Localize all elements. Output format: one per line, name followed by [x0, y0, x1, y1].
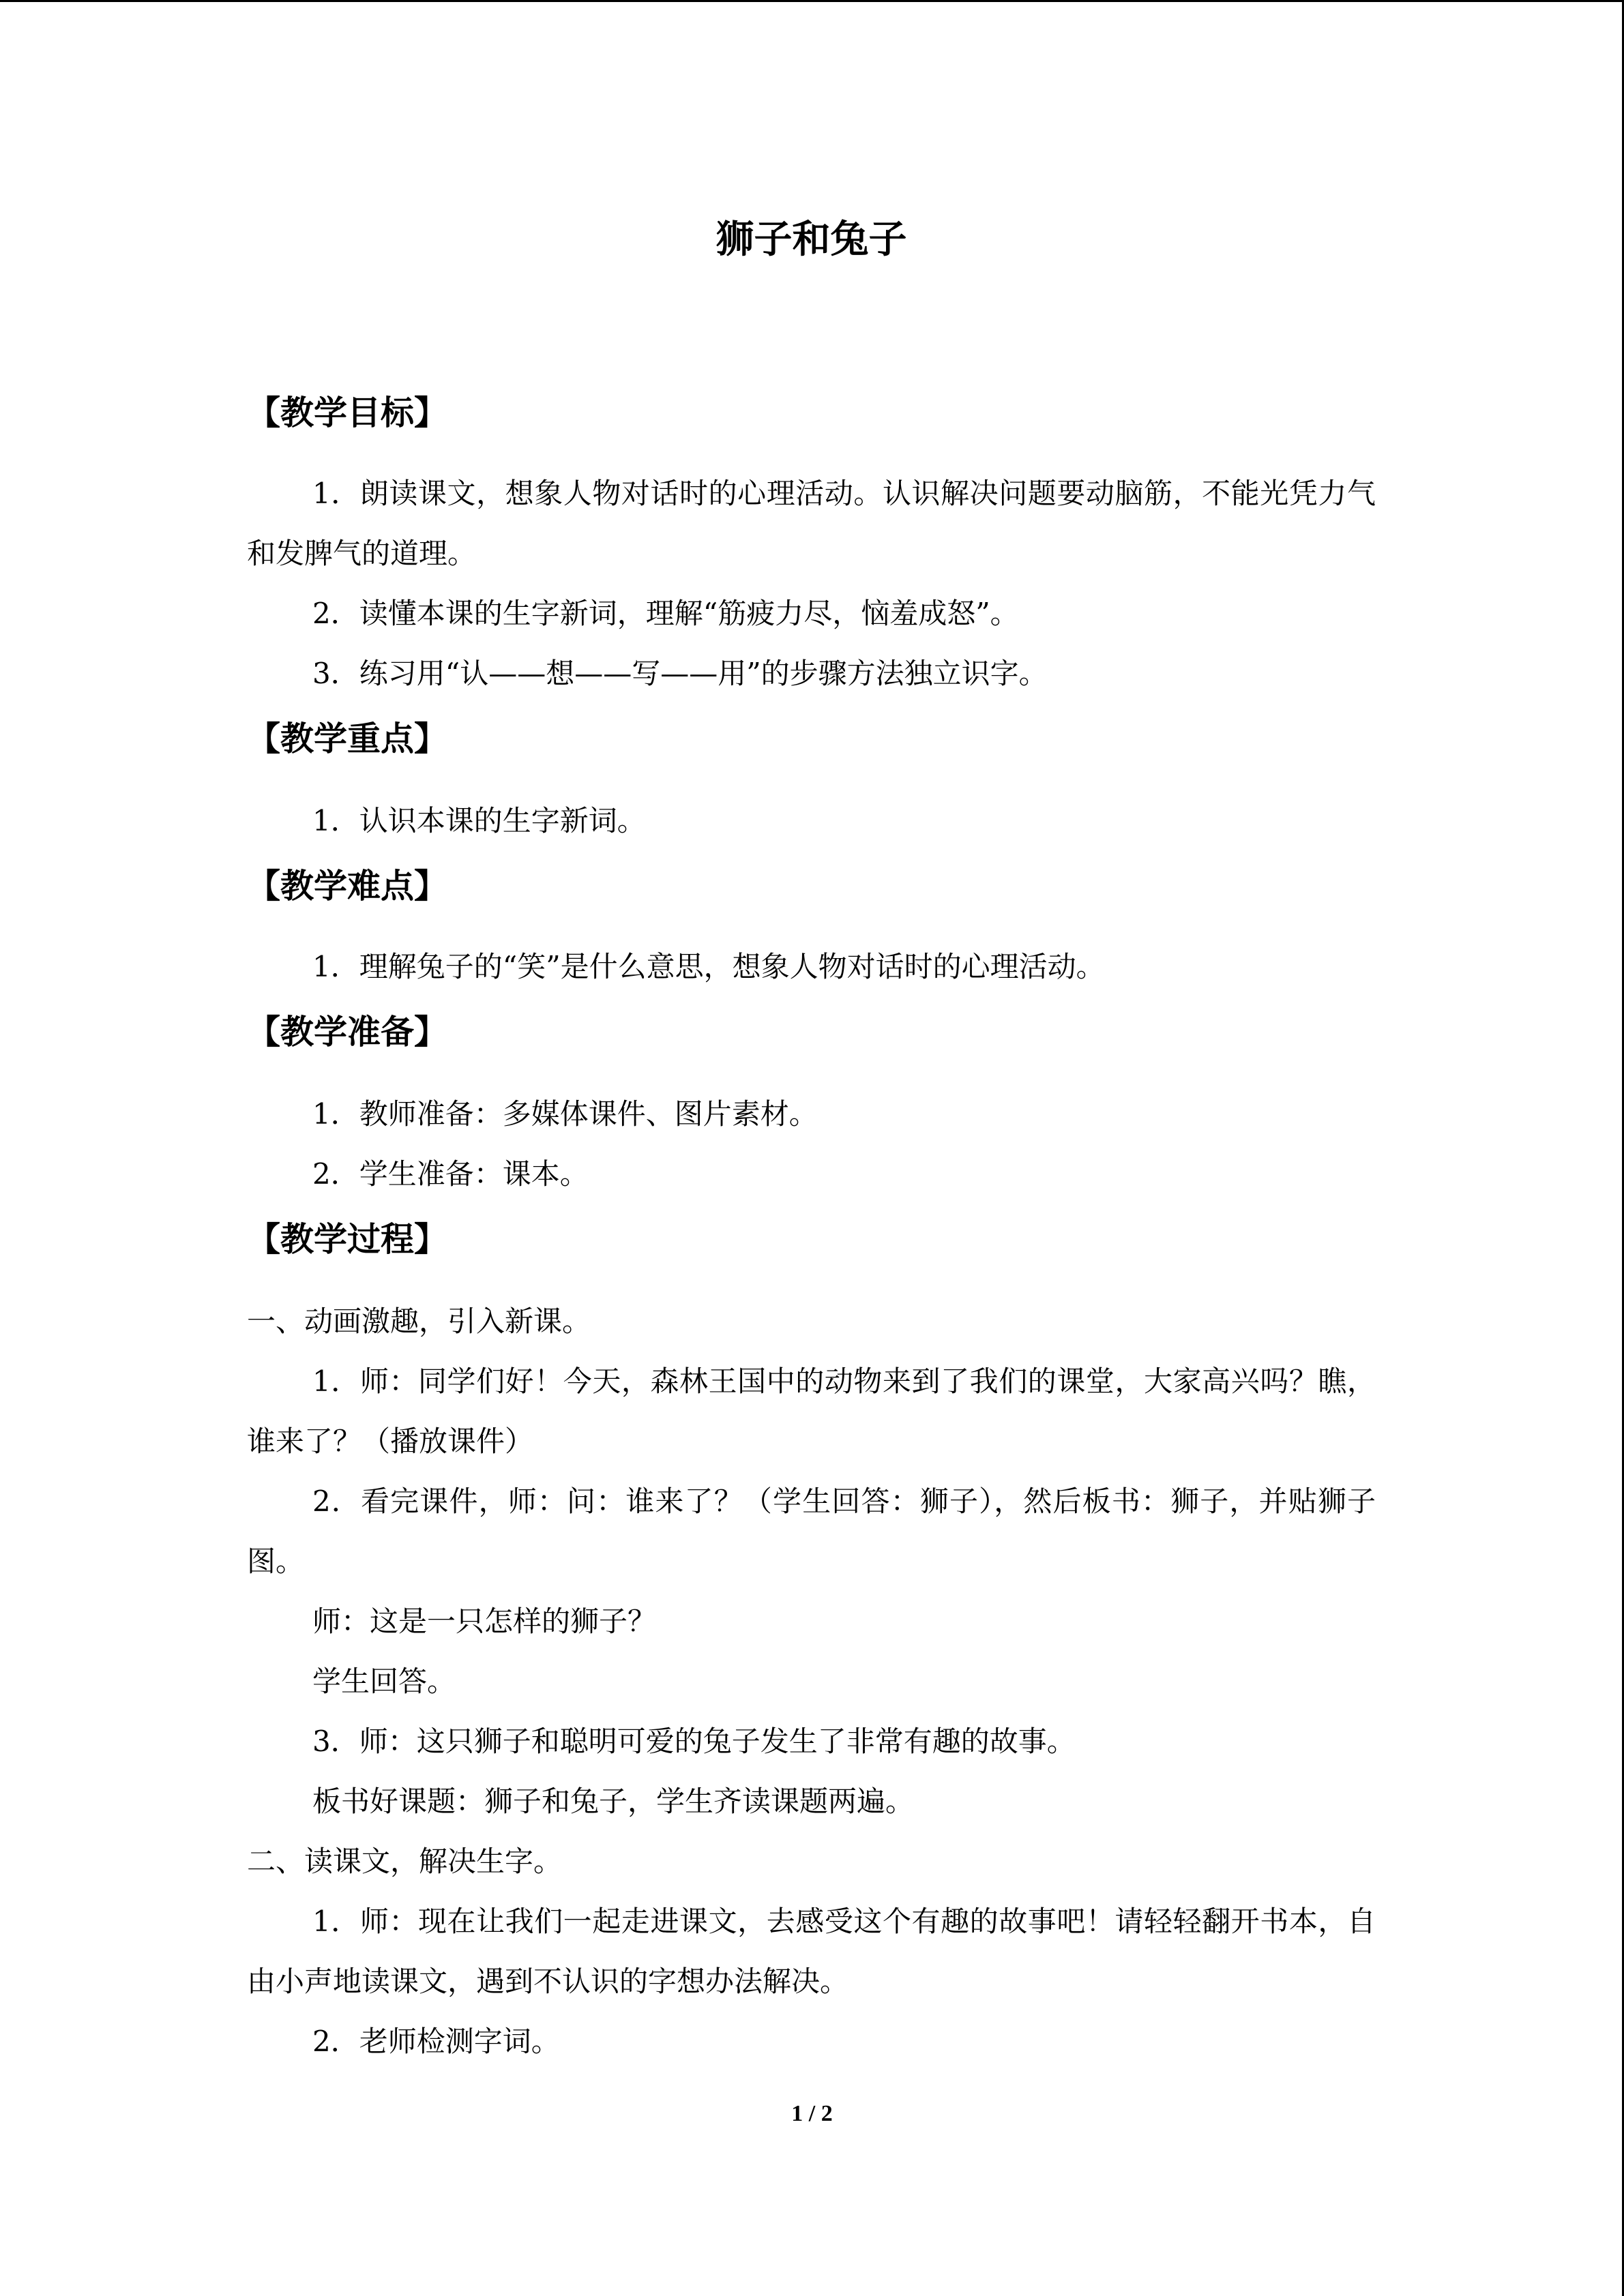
preparation-item-1: 1．教师准备：多媒体课件、图片素材。 — [312, 1097, 818, 1131]
heading-preparation: 【教学准备】 — [247, 1013, 448, 1052]
process-line: 2．看完课件，师：问：谁来了？（学生回答：狮子），然后板书：狮子，并贴狮子图。 — [247, 1485, 1376, 1578]
heading-key-points: 【教学重点】 — [247, 719, 448, 758]
goal-item-2: 2．读懂本课的生字新词，理解“筋疲力尽，恼羞成怒”。 — [312, 597, 1019, 630]
process-line: 1．师：同学们好！今天，森林王国中的动物来到了我们的课堂，大家高兴吗？瞧，谁来了？（播放课件） — [247, 1365, 1376, 1458]
preparation-item-2: 2．学生准备：课本。 — [312, 1157, 589, 1191]
document-title: 狮子和兔子 — [715, 218, 907, 262]
heading-difficulties: 【教学难点】 — [247, 867, 448, 906]
process-line: 2．老师检测字词。 — [312, 2025, 560, 2058]
heading-teaching-goals: 【教学目标】 — [247, 393, 448, 432]
process-line: 板书好课题：狮子和兔子，学生齐读课题两遍。 — [312, 1785, 915, 1818]
goal-item-1: 1．朗读课文，想象人物对话时的心理活动。认识解决问题要动脑筋，不能光凭力气和发脾气的道理。 — [247, 477, 1376, 570]
goal-item-3: 3．练习用“认——想——写——用”的步骤方法独立识字。 — [312, 657, 1048, 690]
page-number: 1 / 2 — [791, 2101, 833, 2126]
process-step-2-heading: 二、读课文，解决生字。 — [247, 1845, 563, 1878]
process-line: 学生回答。 — [312, 1665, 456, 1698]
difficulty-item-1: 1．理解兔子的“笑”是什么意思，想象人物对话时的心理活动。 — [312, 950, 1105, 983]
process-line: 师：这是一只怎样的狮子？ — [312, 1605, 657, 1638]
process-step-1-heading: 一、动画激趣，引入新课。 — [247, 1304, 591, 1338]
process-line: 3．师：这只狮子和聪明可爱的兔子发生了非常有趣的故事。 — [312, 1725, 1076, 1758]
key-point-item-1: 1．认识本课的生字新词。 — [312, 804, 646, 837]
page-border-top — [0, 0, 1624, 2]
heading-process: 【教学过程】 — [247, 1220, 448, 1259]
process-line: 1．师：现在让我们一起走进课文，去感受这个有趣的故事吧！请轻轻翻开书本，自由小声地读课文，遇到不认识的字想办法解决。 — [247, 1905, 1376, 1998]
